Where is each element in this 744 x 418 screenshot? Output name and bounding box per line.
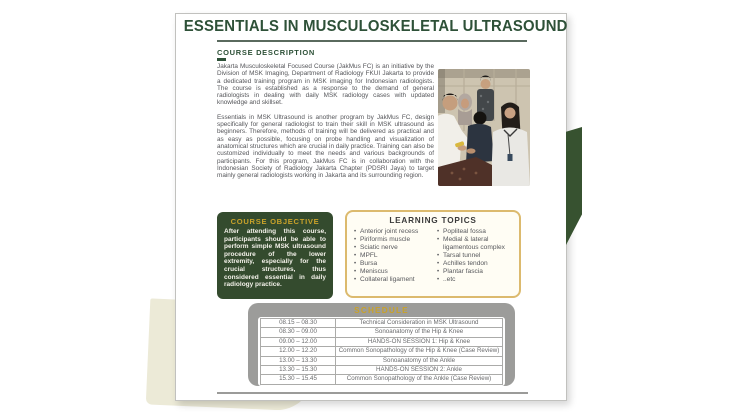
learning-topics-panel: [345, 210, 521, 298]
description-paragraph-2: Essentials in MSK Ultrasound is another program by JakMus FC, design specifically for general radiologist to train their skill in MSK ultrasound as beginners. Therefore, methods of training will be delivered as practical and as easy as possible, focusing on probe handling and visualization of anatomical structures which are crucial in daily practice. Training can also be customized individually to meet the needs and various backgrounds of participants. For this program, JakMus FC is in collaboration with the Indonesian Society of Radiology Jakarta Chapter (PDSRI Jaya) to target mainly general radiologists working in Jakarta and its surrounding region.: [217, 113, 434, 180]
topic-item: • Tarsal tunnel: [436, 252, 513, 260]
schedule-row: [261, 347, 503, 356]
page-title: ESSENTIALS IN MUSCULOSKELETAL ULTRASOUND: [183, 18, 568, 35]
learning-topics-column-2: [436, 228, 513, 284]
learning-topics-columns: [353, 228, 513, 284]
schedule-panel: [248, 303, 515, 386]
topic-item: • Bursa: [353, 260, 430, 268]
schedule-cell-activity: Technical Consideration in MSK Ultrasound: [336, 319, 503, 328]
schedule-row: [261, 375, 503, 384]
topic-item: • Piriformis muscle: [353, 236, 430, 244]
learning-topics-column-1: [353, 228, 430, 284]
schedule-table-body: [261, 319, 503, 385]
topic-item: • MPFL: [353, 252, 430, 260]
schedule-row: [261, 366, 503, 375]
course-description-heading: COURSE DESCRIPTION: [217, 48, 316, 57]
schedule-cell-time: 13.00 – 13.30: [261, 356, 336, 365]
topic-item: • Sciatic nerve: [353, 244, 430, 252]
schedule-cell-time: 15.30 – 15.45: [261, 375, 336, 384]
footer-divider: [217, 392, 528, 394]
description-paragraph-1: Jakarta Musculoskeletal Focused Course (JakMus FC) is an initiative by the Division of MSK Imaging, Department of Radiology FKUI Jakarta to provide a dedicated training program in MSK imaging for Indonesian radiologists. The course is established as a response to the demand of general radiologists in dealing with daily MSK radiology cases with updated knowledge and skillset.: [217, 63, 434, 107]
schedule-table: [258, 317, 505, 386]
topic-item: • Collateral ligament: [353, 276, 430, 284]
schedule-row: [261, 328, 503, 337]
schedule-cell-activity: Sonoanatomy of the Ankle: [336, 356, 503, 365]
heading-dash: [217, 58, 226, 61]
schedule-cell-time: 13.30 – 15.30: [261, 366, 336, 375]
schedule-cell-activity: Common Sonopathology of the Hip & Knee (Case Review): [336, 347, 503, 356]
topic-item: • Plantar fascia: [436, 268, 513, 276]
schedule-cell-activity: HANDS-ON SESSION 1: Hip & Knee: [336, 337, 503, 346]
schedule-cell-time: 08.30 – 09.00: [261, 328, 336, 337]
schedule-row: [261, 337, 503, 346]
topic-item: • Anterior joint recess: [353, 228, 430, 236]
schedule-row: [261, 356, 503, 365]
schedule-cell-activity: Sonoanatomy of the Hip & Knee: [336, 328, 503, 337]
course-objective-panel: [217, 212, 333, 299]
title-divider: [217, 40, 527, 42]
topic-item: • Meniscus: [353, 268, 430, 276]
green-ribbon-bookmark: [566, 127, 582, 245]
training-session-photo: [438, 69, 530, 186]
schedule-heading: SCHEDULE: [354, 306, 409, 315]
topic-item: • Popliteal fossa: [436, 228, 513, 236]
course-objective-heading: COURSE OBJECTIVE: [230, 217, 320, 226]
topic-item: • Medial & lateral ligamentous complex: [436, 236, 513, 252]
schedule-cell-time: 12.00 – 12.20: [261, 347, 336, 356]
schedule-cell-activity: HANDS-ON SESSION 2: Ankle: [336, 366, 503, 375]
topic-item: • Achilles tendon: [436, 260, 513, 268]
course-objective-text: After attending this course, participants should be able to perform simple MSK ultrasound procedure of the lower extremity, especially for the crucial structures, thus considered essential in daily radiology practice.: [224, 228, 326, 289]
course-description-text: [217, 63, 434, 186]
training-photo-illustration: [438, 69, 530, 186]
topic-item: • ..etc: [436, 276, 513, 284]
schedule-cell-time: 09.00 – 12.00: [261, 337, 336, 346]
schedule-row: [261, 319, 503, 328]
schedule-cell-time: 08.15 – 08.30: [261, 319, 336, 328]
flyer-page: [175, 13, 567, 401]
schedule-cell-activity: Common Sonopathology of the Ankle (Case Review): [336, 375, 503, 384]
learning-topics-heading: LEARNING TOPICS: [389, 216, 477, 225]
